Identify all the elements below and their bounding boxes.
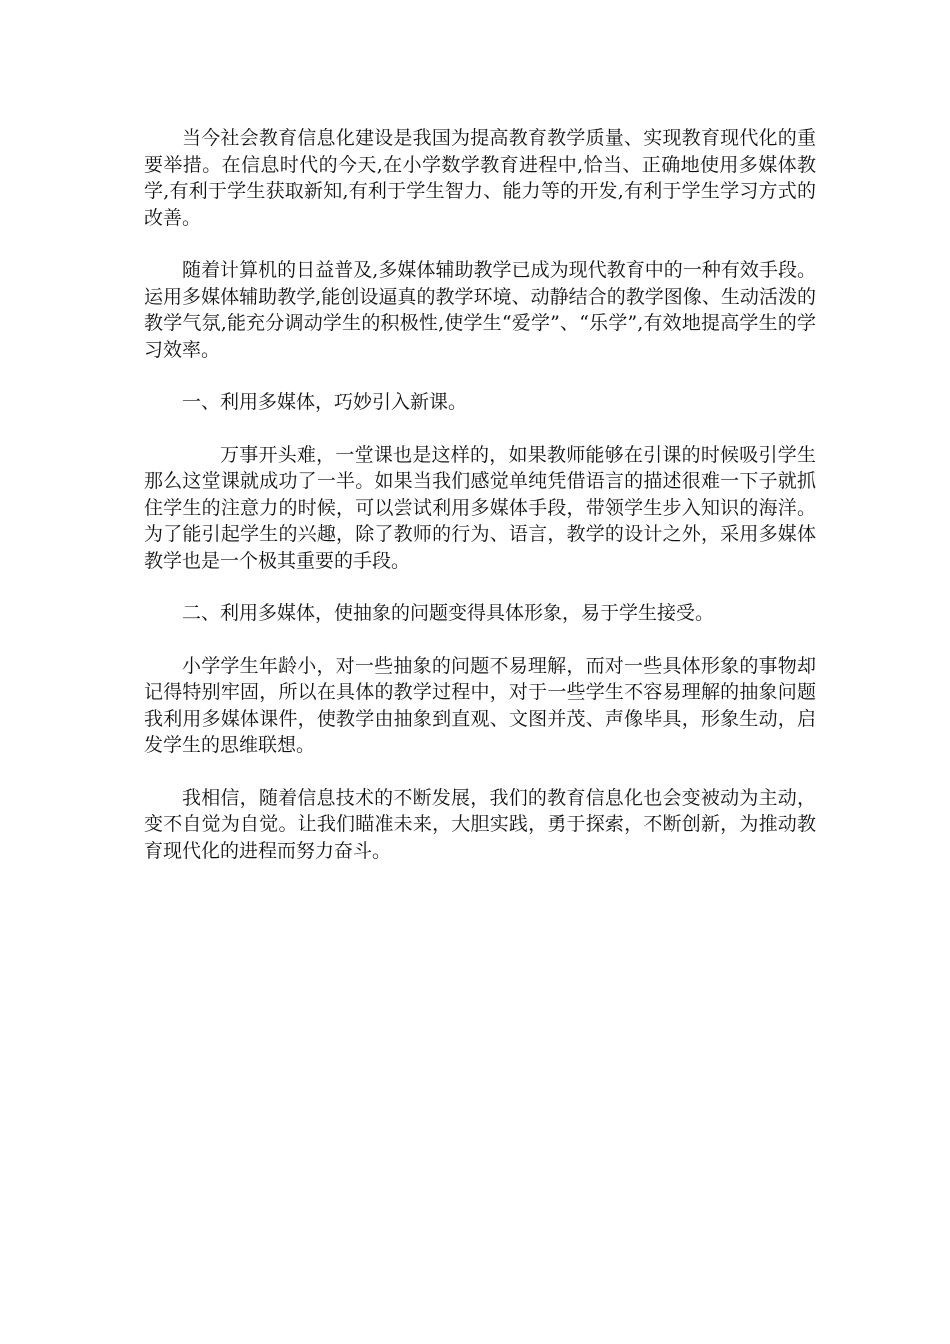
multimedia-paragraph: 随着计算机的日益普及,多媒体辅助教学已成为现代教育中的一种有效手段。运用多媒体辅助教学,能创设逼真的教学环境、动静结合的教学图像、生动活泼的教学气氛,能充分调动学生的积极性,使学生“爱学”、“乐学”,有效地提高学生的学习效率。 <box>144 259 816 361</box>
conclusion-paragraph: 我相信，随着信息技术的不断发展，我们的教育信息化也会变被动为主动，变不自觉为自觉。让我们瞄准未来，大胆实践，勇于探索，不断创新，为推动教育现代化的进程而努力奋斗。 <box>144 786 816 862</box>
section-heading-two: 二、利用多媒体，使抽象的问题变得具体形象，易于学生接受。 <box>182 602 715 624</box>
section-one-paragraph: 万事开头难，一堂课也是这样的，如果教师能够在引课的时候吸引学生那么这堂课就成功了一半。如果当我们感觉单纯凭借语言的描述很难一下子就抓住学生的注意力的时候，可以尝试利用多媒体手段，带领学生步入知识的海洋。为了能引起学生的兴趣，除了教师的行为、语言，教学的设计之外，采用多媒体教学也是一个极其重要的手段。 <box>144 443 816 572</box>
document-body <box>144 125 816 890</box>
section-two-paragraph: 小学学生年龄小，对一些抽象的问题不易理解，而对一些具体形象的事物却记得特别牢固，所以在具体的教学过程中，对于一些学生不容易理解的抽象问题我利用多媒体课件，使教学由抽象到直观、文图并茂、声像毕具，形象生动，启发学生的思维联想。 <box>144 654 816 756</box>
intro-paragraph: 当今社会教育信息化建设是我国为提高教育教学质量、实现教育现代化的重要举措。在信息时代的今天,在小学数学教育进程中,恰当、正确地使用多媒体教学,有利于学生获取新知,有利于学生智力、能力等的开发,有利于学生学习方式的改善。 <box>144 127 816 229</box>
section-heading-one: 一、利用多媒体，巧妙引入新课。 <box>182 391 468 413</box>
